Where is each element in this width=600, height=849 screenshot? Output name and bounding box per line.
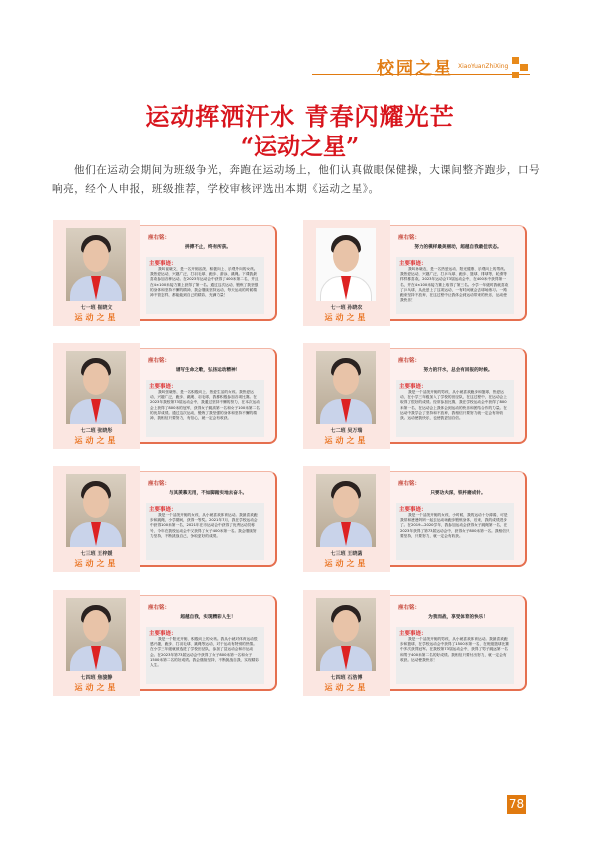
student-card bbox=[50, 463, 290, 573]
story-box bbox=[146, 380, 264, 437]
motto-label: 座右铭： bbox=[398, 235, 421, 241]
student-photo bbox=[316, 228, 376, 301]
section-title: 校园之星 bbox=[377, 59, 453, 79]
story-label: 主要事迹： bbox=[399, 261, 427, 267]
student-card bbox=[50, 587, 290, 697]
photo-panel bbox=[53, 343, 140, 449]
star-label: 运动之星 bbox=[74, 312, 119, 322]
story-text: 我叫崔晓文，是一名开朗活泼、积极向上、乐观外向的女孩。我热爱运动，兴趣广泛，打羽毛球、跑步、游泳、跳绳。下课我最喜欢参加各种运动。在2023年运动会中获得了400米第二名，并且在4×100米接力赛上获得了第一名。通过这次运动，锻炼了我坚强的身体和坚持不懈的精神，我会继续坚持运动，每天运动的时候精神不管怎样，都能能到自己的精彩，充满力量！ bbox=[150, 267, 259, 298]
story-label: 主要事迹： bbox=[149, 507, 177, 513]
star-label: 运动之星 bbox=[324, 435, 369, 445]
student-name: 七三班 王晓菡 bbox=[330, 551, 363, 557]
page-number: 78 bbox=[507, 795, 526, 814]
student-photo bbox=[316, 351, 376, 424]
intro-paragraph: 他们在运动会期间为班级争光，奔跑在运动场上，他们认真做眼保健操，大课间整齐跑步，口号响亮，经个人申报，班级推荐，学校审核评选出本期《运动之星》。 bbox=[52, 164, 541, 195]
decor-square bbox=[512, 57, 519, 64]
student-name: 七二班 吴万瑞 bbox=[330, 428, 363, 434]
page-title: 运动挥洒汗水 青春闪耀光芒 bbox=[145, 102, 455, 131]
motto-label: 座右铭： bbox=[398, 358, 421, 364]
story-label: 主要事迹： bbox=[149, 261, 177, 267]
star-label: 运动之星 bbox=[74, 682, 119, 692]
info-bubble bbox=[390, 225, 527, 321]
story-text: 我叫张晓彤，是一名积极向上、热爱生活的女孩。我热爱运动，兴趣广泛，跑步、跳绳、羽毛球，我都积极参加各项比赛。在2023年我校第73届运动会中，我通过坚持不懈的努力，在本次运动会上获得了800米的冠军，获得女子跳高第一名和女子100米第二名的优异成绩。通过这次运动，锻炼了我坚强的身体和坚持不懈的精神，我相信只要努力，有信心，就一定会有收获。 bbox=[150, 390, 260, 421]
page-subtitle: “运动之星” bbox=[240, 133, 360, 160]
star-label: 运动之星 bbox=[74, 558, 119, 568]
story-box bbox=[396, 503, 514, 560]
info-bubble bbox=[140, 348, 277, 444]
story-text: 我是一个活泼开朗的男孩，从小就喜欢跑步和篮球，热爱运动，在小学三年级加入了学校的田径队，在这过程中，在运动会上取得了很好的成绩。经常参加比赛，我在学校运动会中获得了800米第一名，在运动会上我体会到运动的快乐和团结合作的力量。在运动中我学会了坚持和不放弃，我相信只要努力就一定会有所收获。运动使我快乐，也使我更加自信。 bbox=[400, 390, 507, 421]
star-label: 运动之星 bbox=[324, 682, 369, 692]
photo-panel bbox=[303, 590, 390, 696]
student-card bbox=[300, 587, 540, 697]
motto-text: 努力的汗水，总会有回报的时候。 bbox=[423, 368, 493, 373]
story-label: 主要事迹： bbox=[399, 507, 427, 513]
student-photo bbox=[66, 228, 126, 301]
student-name: 七四班 石浩博 bbox=[330, 675, 363, 681]
motto-label: 座右铭： bbox=[148, 358, 171, 364]
student-name: 七二班 张晓彤 bbox=[80, 428, 113, 434]
student-name: 七三班 王梓媛 bbox=[80, 551, 113, 557]
student-photo bbox=[66, 598, 126, 671]
star-label: 运动之星 bbox=[324, 558, 369, 568]
student-card bbox=[50, 340, 290, 450]
story-label: 主要事迹： bbox=[399, 631, 427, 637]
student-name: 七一班 崔晓文 bbox=[80, 305, 113, 311]
motto-text: 超越自我，实现精彩人生！ bbox=[180, 615, 236, 620]
story-box bbox=[146, 503, 264, 560]
student-photo bbox=[316, 474, 376, 547]
story-label: 主要事迹： bbox=[149, 631, 177, 637]
motto-text: 谱写生命之歌，弘扬运动精神！ bbox=[175, 368, 241, 373]
student-photo bbox=[66, 351, 126, 424]
student-card bbox=[300, 463, 540, 573]
motto-text: 与其羡慕无用，不如脚踏实地去奋斗。 bbox=[168, 491, 248, 496]
story-text: 我是一个活泼开朗的女孩，从小就喜欢体育运动。我最喜欢跑步和跳绳，小学期间，获得一等奖。2021年7月，我在学校运动会中获得100米第一名，2021年在市运动会中获得了优秀运动员称号，今年在我校运动会中又获得了女子400米第一名。我会继续努力坚持，不断挑战自己，争取更好的成绩。 bbox=[150, 513, 258, 538]
motto-label: 座右铭： bbox=[398, 481, 421, 487]
motto-text: 拼搏不止，终有所获。 bbox=[185, 245, 231, 250]
student-photo bbox=[316, 598, 376, 671]
student-card bbox=[300, 340, 540, 450]
student-photo bbox=[66, 474, 126, 547]
star-label: 运动之星 bbox=[74, 435, 119, 445]
motto-label: 座右铭： bbox=[148, 235, 171, 241]
motto-label: 座右铭： bbox=[148, 605, 171, 611]
info-bubble bbox=[390, 595, 527, 691]
photo-panel bbox=[303, 466, 390, 572]
star-label: 运动之星 bbox=[324, 312, 369, 322]
photo-panel bbox=[303, 220, 390, 326]
photo-panel bbox=[53, 220, 140, 326]
photo-panel bbox=[53, 466, 140, 572]
story-box bbox=[396, 380, 514, 437]
story-box bbox=[396, 257, 514, 314]
story-box bbox=[146, 627, 264, 684]
motto-label: 座右铭： bbox=[398, 605, 421, 611]
motto-text: 为我而战，享受体育的快乐！ bbox=[428, 615, 488, 620]
story-text: 我叫孙晓农，是一名热爱运动、阳光健康、乐观向上的男孩。我热爱运动，兴趣广泛，打乒乓球、跑步、篮球、排球等，轮滑等样样都喜欢。2023年运动会73届运动会中，在400米中获得第一名，并在4×100米接力赛上取得了第三名。小学一年级时我就喜欢了乒乓球，从此爱上了这项运动，一有时间就会去球场练习。一路跑来坚持不放弃，在这过程中让我体会到运动带来的快乐，运动使我快乐！ bbox=[400, 267, 509, 303]
story-text: 我是一个活泼开朗的男孩，从小就喜欢体育运动。我最喜欢跑步和篮球，在学校运动会中获得了1500米第一名，在班级篮球比赛中多次获得冠军。在我校第73届运动会中，获得了男子跳远第一名和男子400米第二名的好成绩。我相信只要付出努力，就一定会有收获。运动使我快乐！ bbox=[400, 637, 509, 662]
motto-text: 努力的模样最美丽动，超越自我最佳状态。 bbox=[414, 245, 502, 250]
story-box bbox=[146, 257, 264, 314]
story-text: 我是一个活泼开朗的女孩，小时候，我的运动十分薄弱，可是我常和爸爸妈妈一起去运动场跑步锻炼身体，后来，我的成绩进步了。在2019—2020学年，我参加运动会获得女子跳绳第一名，在2023年获得了第73届运动会中，获得女子800米第一名。我相信只要坚持，只要努力，就一定会有收获。 bbox=[400, 513, 510, 538]
story-box bbox=[396, 627, 514, 684]
photo-panel bbox=[53, 590, 140, 696]
student-name: 七四班 焦骏静 bbox=[80, 675, 113, 681]
info-bubble bbox=[140, 595, 277, 691]
info-bubble bbox=[140, 471, 277, 567]
info-bubble bbox=[140, 225, 277, 321]
section-subtitle: XiaoYuanZhiXing bbox=[458, 63, 509, 70]
story-text: 我是一个阳光开朗、积极向上的女孩。我从小就对体育运动很感兴趣，跑步、打羽毛球、跳绳等运动，对于运动有特别的热情。在小学三年级就被选进了学校田径队，参加了县运动会和市运动会。在2023年第73届运动会中获得了女子800米第一名和女子1500米第二名的好成绩。我会继续坚持，不断挑战自我，实现精彩人生。 bbox=[150, 637, 259, 668]
student-name: 七一班 孙晓农 bbox=[330, 305, 363, 311]
motto-text: 只要功夫深，铁杵磨成针。 bbox=[430, 491, 486, 496]
info-bubble bbox=[390, 471, 527, 567]
motto-label: 座右铭： bbox=[148, 481, 171, 487]
section-header bbox=[312, 53, 530, 79]
decor-square bbox=[512, 72, 519, 78]
photo-panel bbox=[303, 343, 390, 449]
info-bubble bbox=[390, 348, 527, 444]
student-card bbox=[300, 217, 540, 327]
decor-square bbox=[520, 64, 528, 71]
story-label: 主要事迹： bbox=[399, 384, 427, 390]
story-label: 主要事迹： bbox=[149, 384, 177, 390]
student-card bbox=[50, 217, 290, 327]
